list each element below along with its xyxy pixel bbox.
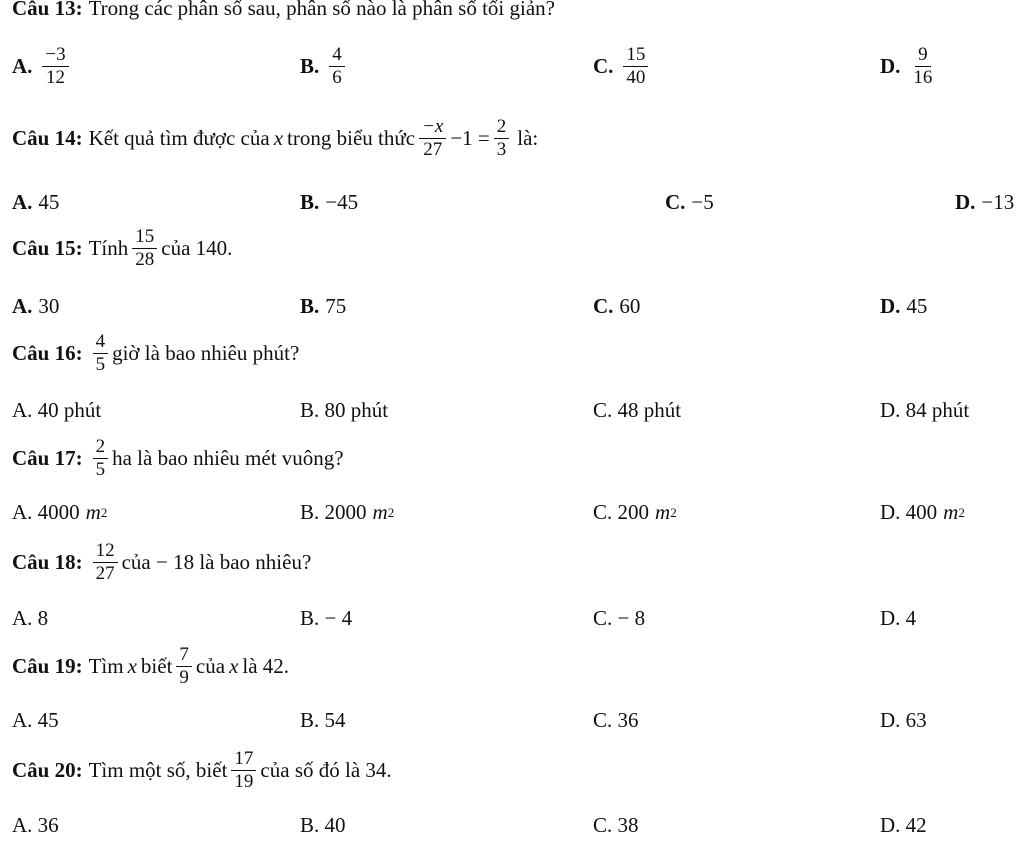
question-17: Câu 17: $\frac{2}{5}$ ha là bao nhiêu mét vuông? (12, 436, 344, 480)
q18-option-b[interactable]: B. − 4 (300, 606, 353, 630)
question-18: Câu 18: $\frac{12}{27}$ của − 18 là bao nhiêu? (12, 540, 312, 584)
q17-option-b[interactable]: B. 2000 m 2 (300, 500, 395, 524)
q19-option-a[interactable]: A. 45 (12, 708, 59, 732)
question-13-text: Trong các phân số sau, phân số nào là phân số tối giản? (88, 0, 555, 20)
question-13 (12, 0, 555, 21)
question-20: Câu 20: Tìm một số, biết $\frac{17}{19}$ của số đó là 34. (12, 748, 392, 792)
fraction: $\frac{15}{40}$ (623, 44, 648, 89)
q18-option-c[interactable]: C. − 8 (593, 606, 646, 630)
q14-option-d[interactable]: D. −13 (955, 190, 1015, 214)
fraction: $\frac{4}{5}$ (93, 331, 109, 376)
q14-option-c[interactable]: C. −5 (665, 190, 714, 214)
question-15-label: Câu 15: (12, 236, 83, 260)
q15-option-c[interactable]: C. 60 (593, 294, 641, 318)
fraction: $\frac{4}{6}$ (329, 44, 345, 89)
q16-option-c[interactable]: C. 48 phút (593, 398, 682, 422)
q16-option-a[interactable]: A. 40 phút (12, 398, 102, 422)
q14-option-a[interactable]: A. 45 (12, 190, 60, 214)
fraction: $\frac{-3}{12}$ (42, 44, 68, 89)
q17-option-c[interactable]: C. 200 m 2 (593, 500, 677, 524)
q20-option-c[interactable]: C. 38 (593, 813, 639, 837)
fraction: $\frac{9}{16}$ (913, 44, 933, 88)
q16-option-b[interactable]: B. 80 phút (300, 398, 389, 422)
q19-option-c[interactable]: C. 36 (593, 708, 639, 732)
question-16-label: Câu 16: (12, 341, 83, 365)
fraction: $\frac{15}{28}$ (132, 226, 157, 271)
question-19: Câu 19: Tìm x biết $\frac{7}{9}$ của x là 42. (12, 644, 290, 688)
q13-option-a[interactable]: A. $\frac{-3}{12}$ (12, 44, 73, 89)
question-20-label: Câu 20: (12, 758, 83, 782)
q20-option-d[interactable]: D. 42 (880, 813, 927, 837)
q20-option-b[interactable]: B. 40 (300, 813, 346, 837)
q19-option-b[interactable]: B. 54 (300, 708, 346, 732)
q13-option-c[interactable]: C. $\frac{15}{40}$ (593, 44, 652, 89)
fraction: $\frac{7}{9}$ (176, 644, 192, 689)
question-19-label: Câu 19: (12, 654, 83, 678)
q20-option-a[interactable]: A. 36 (12, 813, 59, 837)
q17-option-a[interactable]: A. 4000 m 2 (12, 500, 108, 524)
question-13-label: Câu 13: (12, 0, 83, 20)
question-15: Câu 15: Tính $\frac{15}{28}$ của 140. (12, 226, 233, 270)
fraction: $\frac{12}{27}$ (93, 540, 118, 585)
q13-option-d[interactable]: D. $\frac{9}{16}$ (880, 44, 939, 89)
q15-option-a[interactable]: A. 30 (12, 294, 60, 318)
fraction: $\frac{17}{19}$ (231, 748, 256, 793)
q14-option-b[interactable]: B. −45 (300, 190, 359, 214)
q15-option-b[interactable]: B. 75 (300, 294, 347, 318)
q17-option-d[interactable]: D. 400 m 2 (880, 500, 965, 524)
fraction: $\frac{2}{3}$ (494, 116, 510, 161)
question-16: Câu 16: $\frac{4}{5}$ giờ là bao nhiêu phút? (12, 331, 300, 375)
q18-option-a[interactable]: A. 8 (12, 606, 49, 630)
q18-option-d[interactable]: D. 4 (880, 606, 917, 630)
question-14: Câu 14: Kết quả tìm được của x trong biểu thức $\frac{-x}{27}$ −1 = $\frac{2}{3}$ là: (12, 116, 539, 160)
q13-option-b[interactable]: B. $\frac{4}{6}$ (300, 44, 349, 89)
fraction: $\frac{-x}{27}$ (419, 116, 446, 161)
question-14-label: Câu 14: (12, 126, 83, 150)
q15-option-d[interactable]: D. 45 (880, 294, 928, 318)
fraction: $\frac{2}{5}$ (93, 436, 109, 481)
q19-option-d[interactable]: D. 63 (880, 708, 927, 732)
question-18-label: Câu 18: (12, 550, 83, 574)
q16-option-d[interactable]: D. 84 phút (880, 398, 970, 422)
question-17-label: Câu 17: (12, 446, 83, 470)
